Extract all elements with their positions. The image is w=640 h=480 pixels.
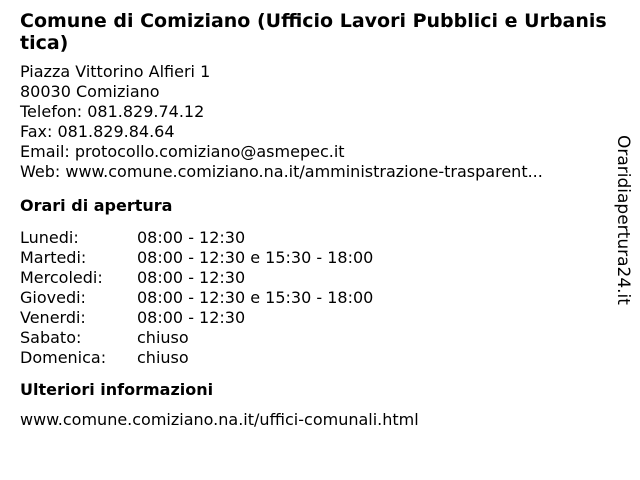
hours-time: 08:00 - 12:30 <box>137 268 246 287</box>
hours-time: 08:00 - 12:30 e 15:30 - 18:00 <box>137 248 374 267</box>
hours-row-wednesday <box>20 268 610 288</box>
more-info-title: Ulteriori informazioni <box>20 380 214 399</box>
hours-time: chiuso <box>137 328 189 347</box>
phone-line[interactable]: Telefon: 081.829.74.12 <box>20 102 205 121</box>
hours-table <box>20 228 610 368</box>
hours-day: Lunedi: <box>20 228 79 247</box>
email-line[interactable]: Email: protocollo.comiziano@asmepec.it <box>20 142 345 161</box>
address-street: Piazza Vittorino Alfieri 1 <box>20 62 211 81</box>
office-title: Comune di Comiziano (Ufficio Lavori Pubblici e Urbanistica) <box>20 10 607 54</box>
hours-row-tuesday <box>20 248 610 268</box>
hours-time: 08:00 - 12:30 e 15:30 - 18:00 <box>137 288 374 307</box>
hours-day: Venerdi: <box>20 308 86 327</box>
address-city: 80030 Comiziano <box>20 82 160 101</box>
more-info-link[interactable]: www.comune.comiziano.na.it/uffici-comunali.html <box>20 410 419 429</box>
web-line[interactable]: Web: www.comune.comiziano.na.it/amministrazione-trasparent... <box>20 162 543 181</box>
hours-day: Domenica: <box>20 348 107 367</box>
hours-day: Giovedi: <box>20 288 86 307</box>
brand-watermark[interactable]: Oraridiapertura24.it <box>613 135 633 305</box>
hours-row-thursday <box>20 288 610 308</box>
hours-time: chiuso <box>137 348 189 367</box>
hours-title: Orari di apertura <box>20 196 173 215</box>
hours-day: Mercoledi: <box>20 268 103 287</box>
hours-row-monday <box>20 228 610 248</box>
address-block <box>20 62 610 182</box>
office-card <box>20 10 610 430</box>
hours-time: 08:00 - 12:30 <box>137 228 246 247</box>
hours-row-sunday <box>20 348 610 368</box>
hours-row-saturday <box>20 328 610 348</box>
hours-time: 08:00 - 12:30 <box>137 308 246 327</box>
hours-row-friday <box>20 308 610 328</box>
fax-line: Fax: 081.829.84.64 <box>20 122 175 141</box>
hours-day: Sabato: <box>20 328 82 347</box>
hours-day: Martedi: <box>20 248 87 267</box>
